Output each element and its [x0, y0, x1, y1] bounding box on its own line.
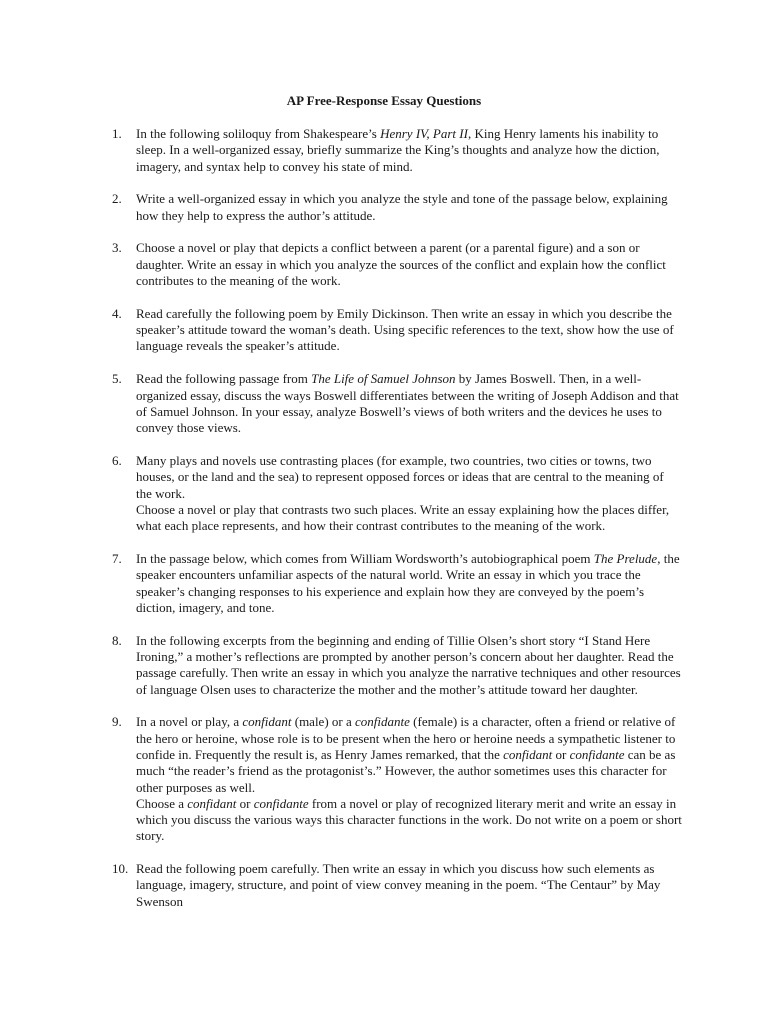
question-text-run: In a novel or play, a — [136, 714, 243, 730]
italic-title-text: confidant — [503, 746, 553, 762]
italic-title-text: confidant — [242, 714, 292, 730]
italic-title-text: The Prelude — [593, 550, 658, 566]
question-text-run: (male) or a — [291, 714, 356, 730]
question-text — [136, 306, 682, 355]
question-text — [136, 633, 682, 698]
question-list — [112, 126, 682, 927]
question-text — [136, 861, 682, 910]
question-text — [136, 240, 682, 289]
question-number: 1. — [112, 126, 122, 141]
italic-title-text: confidante — [569, 746, 625, 762]
question-number: 8. — [112, 632, 122, 648]
question-text-run: or — [236, 795, 254, 811]
question-number: 3. — [112, 240, 122, 256]
question-text — [136, 453, 682, 502]
question-item — [112, 371, 682, 436]
question-text-run: (female) is a character, often a friend or relative of the hero or heroine, whose role is to be present when the hero or heroine needs a sympathetic listener to confide in. Frequently the result is, as Henry James remarked, that the — [136, 714, 676, 762]
question-text-run: , King Henry laments his inability to sleep. In a well-organized essay, briefly summarize the King’s thoughts and analyze how the diction, imagery, and syntax help to convey his state of mind. — [136, 126, 660, 174]
question-number: 7. — [112, 550, 122, 566]
question-text — [136, 714, 682, 795]
page-title: AP Free-Response Essay Questions — [286, 93, 482, 108]
question-text — [136, 796, 682, 845]
question-number: 9. — [112, 714, 122, 730]
italic-title-text: confidant — [187, 795, 237, 811]
question-text-run: Many plays and novels use contrasting places (for example, two countries, two cities or towns, two houses, or the land and the sea) to represent opposed forces or ideas that are central to the meaning of the work. — [136, 452, 664, 501]
question-text-run: Read carefully the following poem by Emily Dickinson. Then write an essay in which you describe the speaker’s attitude toward the woman’s death. Using specific references to the text, show how the use of language reveals the speaker’s attitude. — [136, 305, 674, 354]
question-text-run: can be as much “the reader’s friend as the protagonist’s.” However, the author sometimes uses this character for other purposes as well. — [136, 746, 676, 795]
italic-title-text: The Life of Samuel Johnson — [311, 371, 456, 387]
question-text-run: Choose a novel or play that contrasts two such places. Write an essay explaining how the places differ, what each place represents, and how their contrast contributes to the meaning of the work. — [136, 501, 670, 534]
question-text-run: Write a well-organized essay in which you analyze the style and tone of the passage below, explaining how they help to express the author’s attitude. — [136, 191, 668, 223]
question-number: 5. — [112, 371, 122, 387]
question-text-run: or — [552, 746, 570, 762]
question-text — [136, 126, 682, 175]
question-item — [112, 633, 682, 698]
question-text-run: Read the following poem carefully. Then write an essay in which you discuss how such elements as language, imagery, structure, and point of view convey meaning in the poem. “The Centaur” by May Swenson — [136, 861, 661, 909]
question-text-run: Read the following passage from — [136, 371, 312, 387]
question-text-run: Choose a — [136, 795, 188, 811]
question-text — [136, 551, 682, 616]
question-item — [112, 306, 682, 355]
question-text-run: , the speaker encounters unfamiliar aspects of the natural world. Write an essay in which you trace the speaker’s changing responses to his experience and explain how they are conveyed by the poem’s diction, imagery, and tone. — [136, 550, 680, 615]
italic-title-text: confidante — [355, 714, 410, 730]
question-text-run: from a novel or play of recognized literary merit and write an essay in which you discuss the various ways this character functions in the work. Do not write on a poem or short story. — [136, 795, 682, 844]
question-number: 2. — [112, 191, 122, 207]
question-text-run: Choose a novel or play that depicts a conflict between a parent (or a parental figure) and a son or daughter. Write an essay in which you analyze the sources of the conflict and explain how the conflict contributes to the meaning of the work. — [136, 240, 666, 289]
question-text — [136, 191, 682, 224]
question-number: 4. — [112, 305, 122, 321]
question-item — [112, 191, 682, 224]
question-item — [112, 551, 682, 616]
question-text-run: In the following excerpts from the beginning and ending of Tillie Olsen’s short story “I Stand Here Ironing,” a mother’s reflections are prompted by another person’s concern about her daughter. Read the passage carefully. Then write an essay in which you analyze the narrative techniques and other resources of language Olsen uses to characterize the mother and the mother’s attitude toward her daughter. — [136, 632, 681, 697]
italic-title-text: Henry IV, Part II — [380, 126, 468, 141]
question-text-run: In the passage below, which comes from William Wordsworth’s autobiographical poem — [136, 550, 594, 566]
question-item — [112, 714, 682, 844]
question-text-run: by James Boswell. Then, in a well-organized essay, discuss the ways Boswell differentiates between the writing of Joseph Addison and that of Samuel Johnson. In your essay, analyze Boswell’s views of both writers and the devices he uses to convey those views. — [136, 371, 679, 436]
italic-title-text: confidante — [253, 795, 309, 811]
question-text-run: In the following soliloquy from Shakespeare’s — [136, 126, 381, 141]
question-item — [112, 453, 682, 534]
question-item — [112, 126, 682, 175]
question-text — [136, 371, 682, 436]
question-item — [112, 240, 682, 289]
question-number: 6. — [112, 452, 122, 468]
question-text — [136, 502, 682, 535]
question-number: 10. — [112, 861, 129, 877]
question-item — [112, 861, 682, 910]
